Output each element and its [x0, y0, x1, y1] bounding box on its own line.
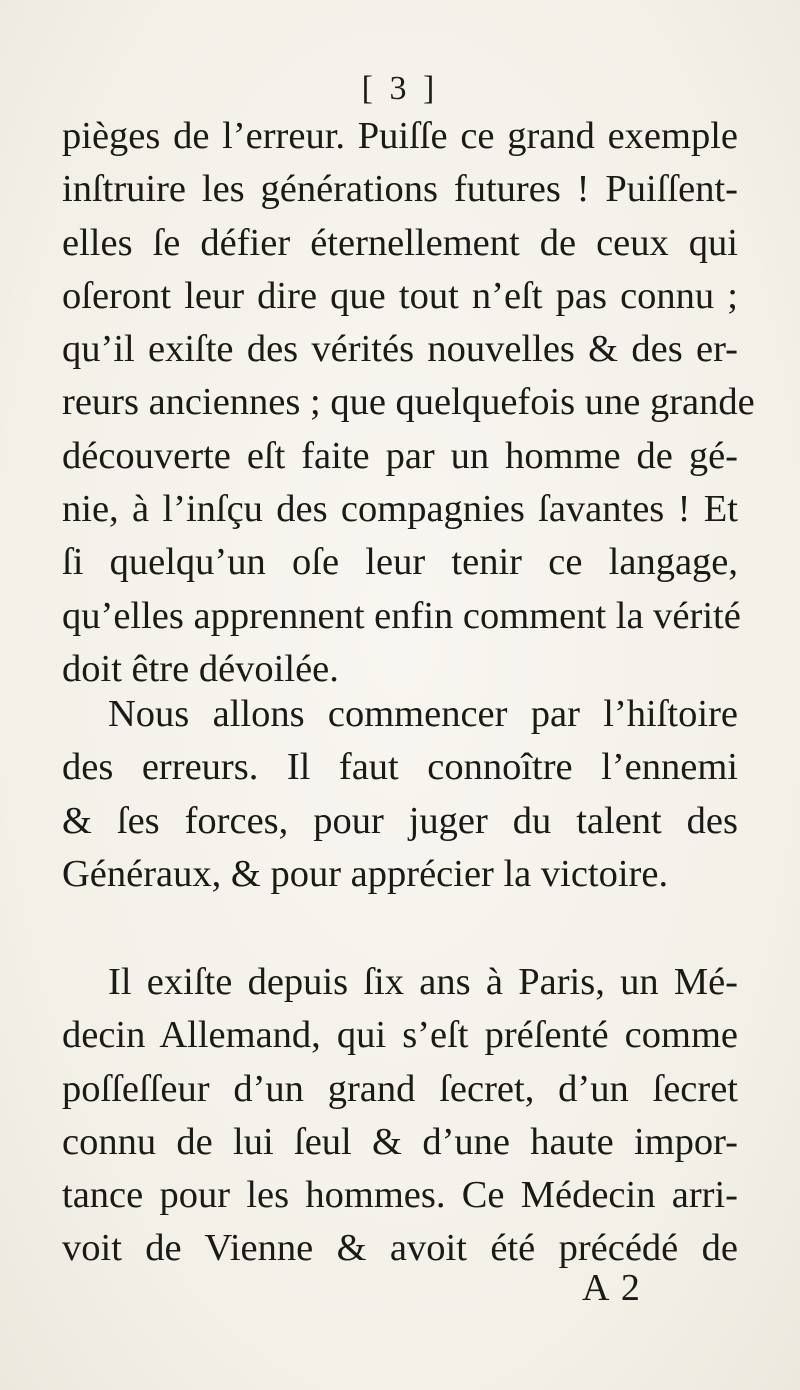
text-line: doit être dévoilée.	[62, 647, 339, 690]
paragraph-3	[62, 956, 738, 1276]
text-line: découverte eſt faite par un homme de gé-	[62, 434, 738, 477]
signature-mark: A 2	[582, 1267, 642, 1309]
text-line: qu’elles apprennent enfin comment la vérité	[62, 594, 741, 637]
text-line: Généraux, & pour apprécier la victoire.	[62, 852, 669, 895]
text-line: qu’il exiſte des vérités nouvelles & des er-	[62, 328, 738, 371]
text-line: oſeront leur dire que tout n’eſt pas connu ;	[62, 274, 738, 317]
text-line: Il exiſte depuis ſix ans à Paris, un Mé-	[108, 961, 738, 1003]
text-line: connu de lui ſeul & d’une haute impor-	[62, 1120, 738, 1163]
text-line: & ſes forces, pour juger du talent des	[62, 799, 738, 842]
text-line: des erreurs. Il faut connoître l’ennemi	[62, 746, 738, 789]
text-line: elles ſe défier éternellement de ceux qui	[62, 221, 738, 264]
text-line: Nous allons commencer par l’hiſtoire	[108, 693, 738, 735]
text-line: inſtruire les générations futures ! Puiſſent-	[62, 168, 738, 211]
text-line: pièges de l’erreur. Puiſſe ce grand exemple	[62, 115, 738, 157]
text-line: tance pour les hommes. Ce Médecin arri-	[62, 1174, 738, 1217]
page-number: [ 3 ]	[361, 70, 439, 107]
text-line: nie, à l’inſçu des compagnies ſavantes ! Et	[62, 488, 738, 531]
text-line: voit de Vienne & avoit été précédé de	[62, 1227, 738, 1270]
paragraph-2	[62, 688, 738, 901]
paragraph-1	[62, 110, 755, 696]
text-line: reurs anciennes ; que quelquefois une grande	[62, 381, 755, 424]
text-line: ſi quelqu’un oſe leur tenir ce langage,	[62, 541, 738, 584]
text-line: decin Allemand, qui s’eſt préſenté comme	[62, 1014, 738, 1057]
text-line: poſſeſſeur d’un grand ſecret, d’un ſecret	[62, 1067, 738, 1110]
